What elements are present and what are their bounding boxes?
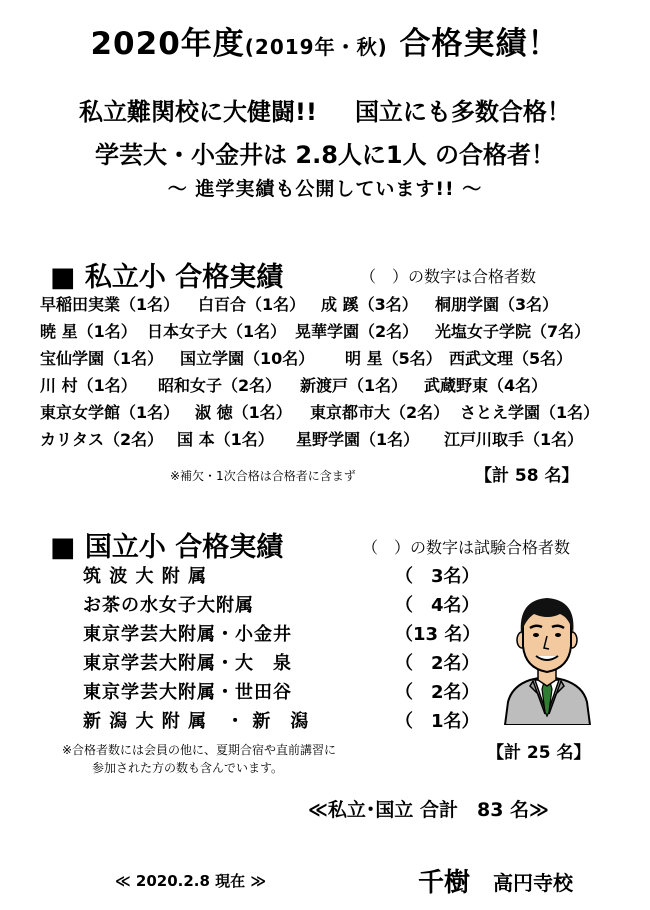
private-heading: ■ 私立小 合格実績 <box>50 262 284 293</box>
school-entry: 白百合（1名） <box>198 295 306 314</box>
school-entry: 成 蹊（3名） <box>321 295 418 314</box>
national-count: （13 名） <box>395 624 481 645</box>
school-entry: 桐朋学園（3名） <box>435 295 559 314</box>
brand-name: 千樹 <box>418 868 471 898</box>
school-entry: 暁 星（1名） <box>40 322 137 341</box>
private-row <box>40 294 558 316</box>
title-main: 2020年度 <box>90 26 245 62</box>
private-row <box>40 321 590 343</box>
national-count: （ 1名） <box>395 711 480 732</box>
national-footnote-1: ※合格者数には会員の他に、夏期合宿や直前講習に <box>62 743 337 757</box>
national-school: 東京学芸大附属・世田谷 <box>83 682 292 703</box>
national-note: （ ）の数字は試験合格者数 <box>362 538 571 557</box>
national-row <box>83 681 483 705</box>
title-tail: 合格実績！ <box>399 26 560 62</box>
school-name: 高円寺校 <box>493 871 573 895</box>
national-row <box>83 710 483 734</box>
national-school: お茶の水女子大附属 <box>83 595 254 616</box>
national-school: 東京学芸大附属・小金井 <box>83 624 292 645</box>
school-entry: 江戸川取手（1名） <box>444 430 584 449</box>
school-entry: 国 本（1名） <box>177 430 274 449</box>
school-entry: 早稲田実業（1名） <box>40 295 180 314</box>
national-school: 新 潟 大 附 属 ・ 新 潟 <box>83 711 310 732</box>
private-note: （ ）の数字は合格者数 <box>360 267 537 286</box>
school-entry: 宝仙学園（1名） <box>40 349 164 368</box>
school-entry: 川 村（1名） <box>40 376 137 395</box>
school-entry: 昭和女子（2名） <box>158 376 282 395</box>
school-entry: 新渡戸（1名） <box>300 376 408 395</box>
headline-1b: 国立にも多数合格！ <box>354 98 571 126</box>
national-footnote-2: 参加された方の数も含んでいます。 <box>92 761 284 775</box>
private-footnote: ※補欠・1次合格は合格者に含まず <box>170 469 356 483</box>
national-count: （ 2名） <box>395 653 480 674</box>
school-entry: カリタス（2名） <box>40 430 164 449</box>
school-entry: さとえ学園（1名） <box>460 403 600 422</box>
national-count: （ 4名） <box>395 595 480 616</box>
school-entry: 日本女子大（1名） <box>147 322 287 341</box>
headline-1a: 私立難関校に大健闘!! <box>79 98 317 126</box>
national-count: （ 3名） <box>395 566 480 587</box>
school-entry: 西武文理（5名） <box>449 349 573 368</box>
page-title <box>0 18 650 63</box>
title-sub: (2019年・秋) <box>244 35 388 59</box>
national-total: 【計 25 名】 <box>487 743 591 763</box>
private-total: 【計 58 名】 <box>475 466 579 486</box>
national-row <box>83 623 483 647</box>
school-entry: 武蔵野東（4名） <box>424 376 548 395</box>
headline-1 <box>0 92 650 127</box>
headline-3: ～ 進学実績も公開しています!! ～ <box>167 178 483 200</box>
grand-total: ≪私立･国立 合計 83 名≫ <box>308 799 549 821</box>
private-row <box>40 429 583 451</box>
private-row <box>40 402 599 424</box>
national-row <box>83 565 483 589</box>
national-school: 筑 波 大 附 属 <box>83 566 208 587</box>
school-entry: 光塩女子学院（7名） <box>435 322 591 341</box>
national-row <box>83 652 483 676</box>
school-entry: 晃華学園（2名） <box>295 322 419 341</box>
school-entry: 東京女学館（1名） <box>40 403 180 422</box>
national-heading: ■ 国立小 合格実績 <box>50 532 284 563</box>
national-count: （ 2名） <box>395 682 480 703</box>
school-entry: 明 星（5名） <box>345 349 442 368</box>
teacher-illustration <box>500 590 595 725</box>
national-row <box>83 594 483 618</box>
headline-2: 学芸大・小金井は 2.8人に1人 の合格者！ <box>95 141 555 169</box>
private-row <box>40 348 572 370</box>
school-entry: 淑 徳（1名） <box>195 403 292 422</box>
private-row <box>40 375 547 397</box>
school-entry: 星野学園（1名） <box>296 430 420 449</box>
national-school: 東京学芸大附属・大 泉 <box>83 653 292 674</box>
school-entry: 国立学園（10名） <box>180 349 315 368</box>
school-entry: 東京都市大（2名） <box>310 403 450 422</box>
as-of-date: ≪ 2020.2.8 現在 ≫ <box>115 872 267 890</box>
